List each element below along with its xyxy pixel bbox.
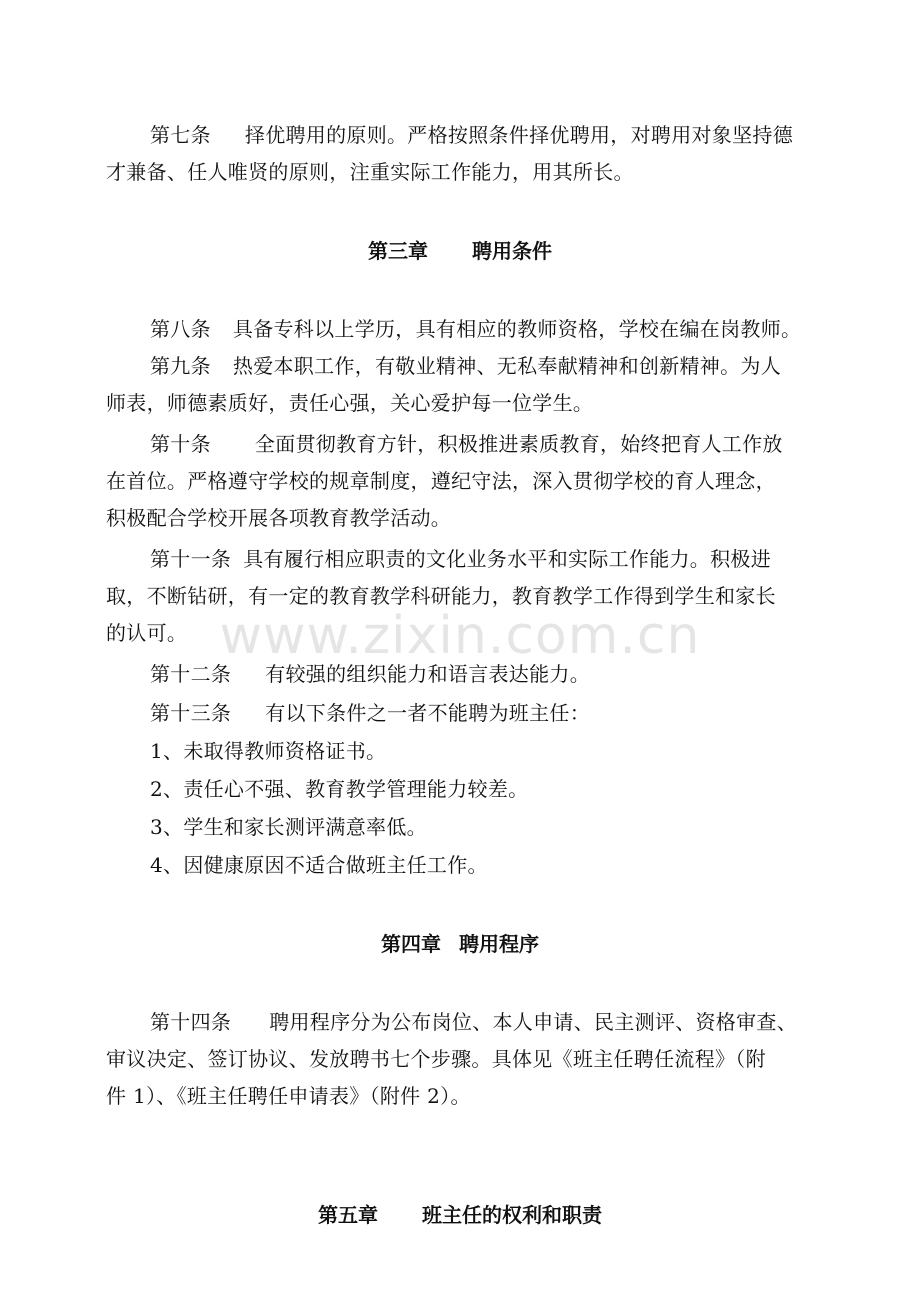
article-10-text-1: 全面贯彻教育方针，积极推进素质教育，始终把育人工作放 [254, 432, 783, 456]
chapter-3-title: 聘用条件 [472, 239, 552, 263]
article-11-text-1: 具有履行相应职责的文化业务水平和实际工作能力。积极进 [243, 547, 772, 571]
article-13-text-1: 有以下条件之一者不能聘为班主任： [265, 701, 591, 725]
article-12-label: 第十二条 [150, 662, 232, 686]
article-14-label: 第十四条 [150, 1010, 232, 1034]
chapter-4-number: 第四章 [381, 932, 441, 956]
article-10-line-2: 在首位。严格遵守学校的规章制度，遵纪守法，深入贯彻学校的育人理念， [106, 469, 776, 493]
article-9-line-2: 师表，师德素质好，责任心强，关心爱护每一位学生。 [106, 391, 594, 415]
article-11-line-2: 取，不断钻研，有一定的教育教学科研能力，教育教学工作得到学生和家长 [106, 584, 776, 608]
article-10-line-1 [150, 430, 826, 458]
watermark: www.zixin.com.cn [219, 606, 701, 666]
article-11-line-1 [150, 545, 826, 573]
article-14-line-2: 审议决定、签订协议、发放聘书七个步骤。具体见《班主任聘任流程》（附 [106, 1047, 766, 1071]
article-13-item: 2、责任心不强、教育教学管理能力较差。 [150, 777, 529, 801]
article-7-line-1 [150, 121, 826, 149]
chapter-5-heading [0, 1201, 920, 1229]
article-13-item: 4、因健康原因不适合做班主任工作。 [150, 853, 488, 877]
article-9-line-1 [150, 352, 826, 380]
article-13-label: 第十三条 [150, 701, 232, 725]
chapter-5-title: 班主任的权利和职责 [422, 1203, 602, 1227]
article-7-label: 第七条 [150, 123, 211, 147]
article-7-text-1: 择优聘用的原则。严格按照条件择优聘用，对聘用对象坚持德 [244, 123, 794, 147]
article-13-line-1 [150, 699, 826, 727]
chapter-5-number: 第五章 [318, 1203, 378, 1227]
article-12-text-1: 有较强的组织能力和语言表达能力。 [265, 662, 591, 686]
article-13-item: 3、学生和家长测评满意率低。 [150, 815, 427, 839]
article-14-text-1: 聘用程序分为公布岗位、本人申请、民主测评、资格审查、 [269, 1010, 798, 1034]
chapter-3-heading [0, 237, 920, 265]
article-14-line-3: 件 1）、《班主任聘任申请表》（附件 2）。 [106, 1084, 471, 1108]
article-10-label: 第十条 [150, 432, 211, 456]
article-13-item: 1、未取得教师资格证书。 [150, 739, 387, 763]
article-11-line-3: 的认可。 [106, 621, 188, 645]
article-9-label: 第九条 [150, 354, 211, 378]
chapter-4-heading [0, 930, 920, 958]
chapter-4-title: 聘用程序 [459, 932, 539, 956]
article-11-label: 第十一条 [150, 547, 232, 571]
article-10-line-3: 积极配合学校开展各项教育教学活动。 [106, 506, 452, 530]
article-7-line-2: 才兼备、任人唯贤的原则，注重实际工作能力，用其所长。 [106, 160, 634, 184]
article-8-label: 第八条 [150, 317, 211, 341]
chapter-3-number: 第三章 [368, 239, 428, 263]
article-14-line-1 [150, 1008, 826, 1036]
article-9-text-1: 热爱本职工作，有敬业精神、无私奉献精神和创新精神。为人 [232, 354, 782, 378]
article-8-line-1 [150, 315, 826, 343]
article-8-text-1: 具备专科以上学历，具有相应的教师资格，学校在编在岗教师。 [232, 317, 802, 341]
article-12-line-1 [150, 660, 826, 688]
